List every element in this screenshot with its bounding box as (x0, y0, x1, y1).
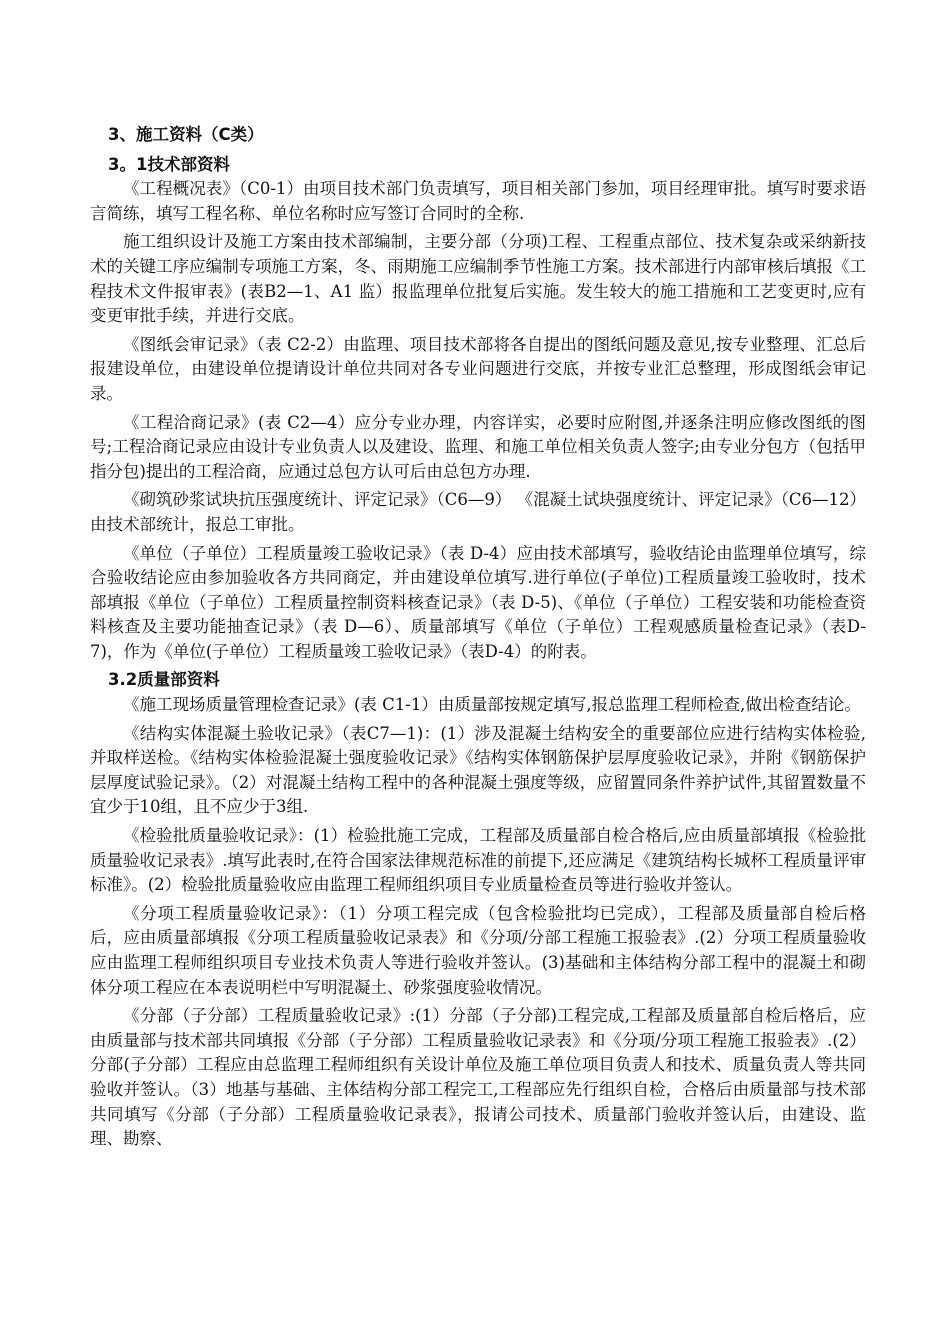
paragraph: 《单位（子单位）工程质量竣工验收记录》（表 D-4）应由技术部填写，验收结论由监理单位填写，综合验收结论应由参加验收各方共同商定，并由建设单位填写.进行单位(子单位)工程质量竣工验收时，技术部填报《单位（子单位）工程质量控制资料核查记录》（表 D-5)、《单位（子单位）工程安装和功能检查资料核查及主要功能抽查记录》（表 D—6）、质量部填写《单位（子单位）工程观感质量检查记录》（表D-7)，作为《单位(子单位）工程质量竣工验收记录》（表D-4）的附表。 (90, 543, 866, 661)
main-heading: 3、施工资料（C类） (108, 125, 264, 144)
paragraph: 《施工现场质量管理检查记录》(表 C1-1）由质量部按规定填写,报总监理工程师检查,做出检查结论。 (123, 695, 861, 715)
paragraph: 《检验批质量验收记录》：(1）检验批施工完成，工程部及质量部自检合格后,应由质量部填报《检验批质量验收记录表》.填写此表时,在符合国家法律规范标准的前提下,还应满足《建筑结构长城杯工程质量评审标准》。(2）检验批质量验收应由监理工程师组织项目专业质量检查员等进行验收并签认。 (90, 826, 866, 895)
paragraph: 《分项工程质量验收记录》：（1）分项工程完成（包含检验批均已完成），工程部及质量部自检后格后，应由质量部填报《分项工程质量验收记录表》和《分项/分部工程施工报验表》.(2）分项工程质量验收应由监理工程师组织项目专业技术负责人等进行验收并签认。(3)基础和主体结构分部工程中的混凝土和砌体分项工程应在本表说明栏中写明混凝土、砂浆强度验收情况。 (90, 903, 866, 997)
paragraph: 《结构实体混凝土验收记录》（表C7—1)：(1）涉及混凝土结构安全的重要部位应进行结构实体检验,并取样送检。《结构实体检验混凝土强度验收记录》《结构实体钢筋保护层厚度验收记录》，并附《钢筋保护层厚度试验记录》。（2）对混凝土结构工程中的各种混凝土强度等级，应留置同条件养护试件,其留置数量不宜少于10组，且不应少于3组. (90, 723, 866, 817)
document-page (90, 118, 866, 1156)
paragraph: 施工组织设计及施工方案由技术部编制，主要分部（分项)工程、工程重点部位、技术复杂或采纳新技术的关键工序应编制专项施工方案，冬、雨期施工应编制季节性施工方案。技术部进行内部审核后填报《工程技术文件报审表》(表B2—1、A1 监）报监理单位批复后实施。发生较大的施工措施和工艺变更时,应有变更审批手续，并进行交底。 (90, 232, 866, 326)
paragraph: 《砌筑砂浆试块抗压强度统计、评定记录》（C6—9） 《混凝土试块强度统计、评定记录》（C6—12）由技术部统计，报总工审批。 (90, 490, 866, 534)
paragraph: 《工程洽商记录》(表 C2—4）应分专业办理，内容详实，必要时应附图,并逐条注明应修改图纸的图号;工程洽商记录应由设计专业负责人以及建设、监理、和施工单位相关负责人签字;由专业分包方（包括甲指分包)提出的工程洽商，应通过总包方认可后由总包方办理. (90, 412, 866, 481)
section-2-title: 3.2质量部资料 (108, 670, 220, 690)
paragraph: 《工程概况表》（C0-1）由项目技术部门负责填写，项目相关部门参加，项目经理审批。填写时要求语言简练，填写工程名称、单位名称时应写签订合同时的全称. (90, 179, 866, 223)
paragraph: 《图纸会审记录》（表 C2-2）由监理、项目技术部将各自提出的图纸问题及意见,按专业整理、汇总后报建设单位，由建设单位提请设计单位共同对各专业问题进行交底，并按专业汇总整理，形成图纸会审记录。 (90, 334, 866, 403)
paragraph: 《分部（子分部）工程质量验收记录》:(1）分部（子分部)工程完成,工程部及质量部自检后格后，应由质量部与技术部共同填报《分部（子分部）工程质量验收记录表》和《分项/分项工程施工报验表》.(2）分部(子分部）工程应由总监理工程师组织有关设计单位及施工单位项目负责人和技术、质量负责人等共同验收并签认。（3）地基与基础、主体结构分部工程完工,工程部应先行组织自检，合格后由质量部与技术部共同填写《分部（子分部）工程质量验收记录表》，报请公司技术、质量部门验收并签认后，由建设、监理、勘察、 (90, 1006, 866, 1149)
section-1-title: 3。1技术部资料 (108, 154, 230, 174)
